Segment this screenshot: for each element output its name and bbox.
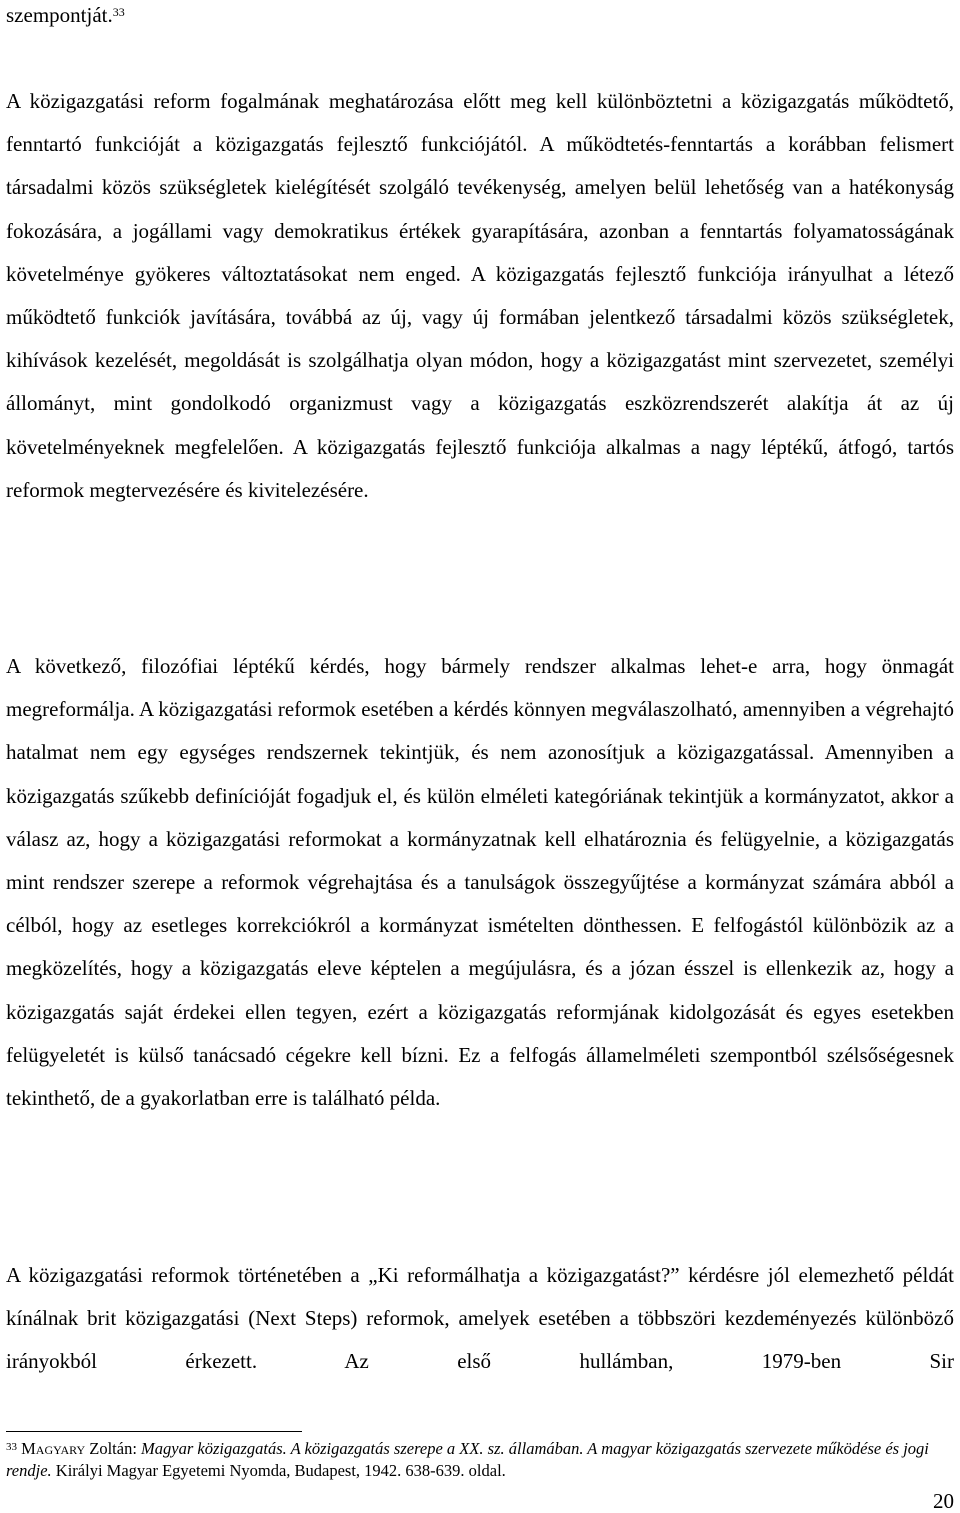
footnote-publisher: Királyi Magyar Egyetemi Nyomda, Budapest, 1942. 638-639. oldal. [51, 1461, 506, 1480]
footnote-reference[interactable]: 33 [112, 5, 125, 19]
page-number: 20 [933, 1489, 954, 1513]
paragraph-self-reform-question: A következő, filozófiai léptékű kérdés, hogy bármely rendszer alkalmas lehet-e arra, hogy önmagát megreformálja. A közigazgatási reformok esetében a kérdés könnyen megválaszolható, amennyiben a végrehajtó hatalmat nem egy egységes rendszernek tekintjük, és nem azonosítjuk a közigazgatással. Amennyiben a közigazgatás szűkebb definícióját fogadjuk el, és külön elméleti kategóriának tekintjük a kormányzatot, akkor a válasz az, hogy a közigazgatási reformokat a kormányzatnak kell elhatároznia és felügyelnie, a közigazgatás mint rendszer szerepe a reformok végrehajtása és a tanulságok összegyűjtése a kormányzat számára abból a célból, hogy az esetleges korrekciókról a kormányzat ismételten dönthessen. E felfogástól különbözik az a megközelítés, hogy a közigazgatás eleve képtelen a megújulásra, és a józan ésszel is ellenkezik az, hogy a közigazgatás saját érdekei ellen tegyen, ezért a közigazgatás reformjának kidolgozását és egyes esetekben felügyeletét is külső tanácsadó cégekre kell bízni. Ez a felfogás államelméleti szempontból szélsőségesnek tekinthető, de a gyakorlatban erre is található példa. [6, 654, 954, 1111]
paragraph-history: A közigazgatási reformok történetében a „Ki reformálhatja a közigazgatást?” kérdésre jól elemezhető példát kínálnak brit közigazgatási (Next Steps) reformok, amelyek esetében a többszöri kezdeményezés különböző irányokból érkezett. Az első hullámban, 1979-ben Sir [6, 1263, 954, 1374]
paragraph-reform-definition: A közigazgatási reform fogalmának meghatározása előtt meg kell különböztetni a közigazgatás működtető, fenntartó funkcióját a közigazgatás fejlesztő funkciójától. A működtetés-fenntartás a korábban felismert társadalmi közös szükségletek kielégítését szolgáló tevékenység, amelyen belül lehetőség van a hatékonyság fokozására, a jogállami vagy demokratikus értékek gyarapítására, azonban a fenntartás folyamatosságának követelménye gyökeres változtatásokat nem enged. A közigazgatás fejlesztő funkciója irányulhat a létező működtető funkciók javítására, továbbá az új, vagy új formában jelentkező társadalmi közös szükségletek, kihívások kezelését, megoldását is szolgálhatja olyan módon, hogy a közigazgatást mint szervezetet, személyi állományt, mint gondolkodó organizmust vagy a közigazgatás eszközrendszerét alakítja át az új követelményeknek megfelelően. A közigazgatás fejlesztő funkciója alkalmas a nagy léptékű, átfogó, tartós reformok megtervezésére és kivitelezésére. [6, 89, 954, 502]
footnote [6, 1438, 954, 1482]
footnote-title: Magyar közigazgatás. A közigazgatás szerepe a XX. sz. államában. A magyar közigazgatás szervezete működése és jogi rendje. [6, 1439, 929, 1480]
continued-line [6, 2, 125, 28]
footnote-number: 33 [6, 1441, 17, 1453]
footnote-author: Magyary [21, 1439, 86, 1458]
continued-text: szempontját. [6, 3, 113, 27]
document-page [6, 0, 954, 1513]
footnote-author-given: Zoltán: [85, 1439, 142, 1458]
footnote-separator [6, 1431, 302, 1432]
